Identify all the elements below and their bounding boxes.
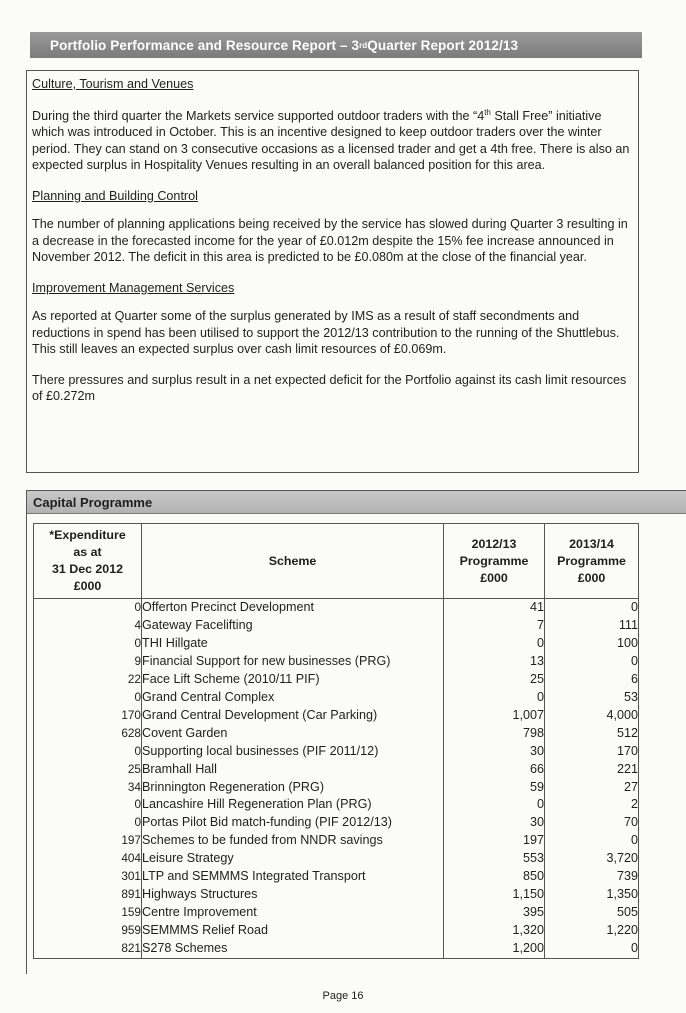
table-row <box>34 814 639 832</box>
programme-2012-13-cell: 30 <box>444 743 545 761</box>
programme-2012-13-cell: 197 <box>444 832 545 850</box>
scheme-cell: Highways Structures <box>142 886 444 904</box>
table-row <box>34 725 639 743</box>
ims-paragraph: As reported at Quarter some of the surplus generated by IMS as a result of staff secondments and reductions in spend has been utilised to support the 2012/13 contribution to the running of the Shuttlebus. This still leaves an expected surplus over cash limit resources of £0.069m. <box>32 309 620 357</box>
expenditure-cell: 22 <box>34 671 142 689</box>
expenditure-cell: 0 <box>34 689 142 707</box>
table-row <box>34 635 639 653</box>
programme-2012-13-cell: 41 <box>444 599 545 617</box>
expenditure-cell: 197 <box>34 832 142 850</box>
programme-2013-14-cell: 1,220 <box>545 922 639 940</box>
programme-2012-13-cell: 1,320 <box>444 922 545 940</box>
narrative-box <box>26 70 639 473</box>
programme-2013-14-cell: 27 <box>545 779 639 797</box>
scheme-cell: THI Hillgate <box>142 635 444 653</box>
table-row <box>34 707 639 725</box>
header-scheme: Scheme <box>142 524 444 599</box>
programme-2012-13-cell: 0 <box>444 689 545 707</box>
expenditure-cell: 301 <box>34 868 142 886</box>
scheme-cell: S278 Schemes <box>142 940 444 958</box>
programme-2013-14-cell: 70 <box>545 814 639 832</box>
section-heading-planning: Planning and Building Control <box>32 188 198 203</box>
table-row <box>34 886 639 904</box>
expenditure-cell: 25 <box>34 761 142 779</box>
scheme-cell: Financial Support for new businesses (PRG) <box>142 653 444 671</box>
section-heading-culture: Culture, Tourism and Venues <box>32 77 194 91</box>
programme-2013-14-cell: 0 <box>545 940 639 958</box>
programme-2012-13-cell: 0 <box>444 796 545 814</box>
scheme-cell: Brinnington Regeneration (PRG) <box>142 779 444 797</box>
capital-programme-title: Capital Programme <box>27 491 686 514</box>
scheme-cell: Grand Central Complex <box>142 689 444 707</box>
expenditure-cell: 0 <box>34 635 142 653</box>
programme-2012-13-cell: 1,007 <box>444 707 545 725</box>
expenditure-cell: 0 <box>34 743 142 761</box>
programme-2013-14-cell: 111 <box>545 617 639 635</box>
programme-2013-14-cell: 6 <box>545 671 639 689</box>
expenditure-cell: 404 <box>34 850 142 868</box>
expenditure-cell: 0 <box>34 796 142 814</box>
scheme-cell: Portas Pilot Bid match-funding (PIF 2012/13) <box>142 814 444 832</box>
programme-2013-14-cell: 2 <box>545 796 639 814</box>
banner-title-post: Quarter Report 2012/13 <box>367 37 519 53</box>
table-row <box>34 671 639 689</box>
culture-paragraph <box>32 105 630 174</box>
expenditure-cell: 0 <box>34 814 142 832</box>
programme-2013-14-cell: 0 <box>545 653 639 671</box>
programme-2013-14-cell: 53 <box>545 689 639 707</box>
scheme-cell: Centre Improvement <box>142 904 444 922</box>
table-row <box>34 689 639 707</box>
scheme-cell: Supporting local businesses (PIF 2011/12) <box>142 743 444 761</box>
table-row <box>34 761 639 779</box>
table-row <box>34 796 639 814</box>
expenditure-cell: 891 <box>34 886 142 904</box>
scheme-cell: Covent Garden <box>142 725 444 743</box>
programme-2013-14-cell: 739 <box>545 868 639 886</box>
programme-2012-13-cell: 553 <box>444 850 545 868</box>
table-row <box>34 779 639 797</box>
programme-2013-14-cell: 100 <box>545 635 639 653</box>
expenditure-cell: 170 <box>34 707 142 725</box>
programme-2012-13-cell: 0 <box>444 635 545 653</box>
expenditure-cell: 0 <box>34 599 142 617</box>
net-deficit-paragraph: There pressures and surplus result in a net expected deficit for the Portfolio against its cash limit resources of £0.272m <box>32 372 627 404</box>
programme-2013-14-cell: 0 <box>545 599 639 617</box>
expenditure-cell: 628 <box>34 725 142 743</box>
expenditure-cell: 821 <box>34 940 142 958</box>
programme-2012-13-cell: 30 <box>444 814 545 832</box>
table-row <box>34 743 639 761</box>
programme-2012-13-cell: 1,150 <box>444 886 545 904</box>
table-row <box>34 599 639 617</box>
header-2013-14: 2013/14 Programme £000 <box>545 524 639 599</box>
header-2012-13: 2012/13 Programme £000 <box>444 524 545 599</box>
programme-2012-13-cell: 1,200 <box>444 940 545 958</box>
programme-2013-14-cell: 4,000 <box>545 707 639 725</box>
table-row <box>34 868 639 886</box>
scheme-cell: SEMMMS Relief Road <box>142 922 444 940</box>
section-heading-ims: Improvement Management Services <box>32 280 235 295</box>
scheme-cell: Bramhall Hall <box>142 761 444 779</box>
programme-2013-14-cell: 505 <box>545 904 639 922</box>
culture-text-post: Stall Free” initiative which was introduced in October. This is an incentive designed to keep outdoor traders over the winter period. They can stand on 3 consecutive occasions as a licensed trader and get a 4th free. There is also an expected surplus in Hospitality Venues resulting in an overall balanced position for this area. <box>32 108 630 173</box>
programme-2012-13-cell: 66 <box>444 761 545 779</box>
programme-2012-13-cell: 395 <box>444 904 545 922</box>
culture-text-sup: th <box>484 107 491 117</box>
programme-2012-13-cell: 798 <box>444 725 545 743</box>
programme-2012-13-cell: 25 <box>444 671 545 689</box>
scheme-cell: Lancashire Hill Regeneration Plan (PRG) <box>142 796 444 814</box>
programme-2012-13-cell: 59 <box>444 779 545 797</box>
table-row <box>34 850 639 868</box>
scheme-cell: Gateway Facelifting <box>142 617 444 635</box>
capital-programme-section <box>26 490 686 974</box>
scheme-cell: LTP and SEMMMS Integrated Transport <box>142 868 444 886</box>
table-row <box>34 904 639 922</box>
banner-title-pre: Portfolio Performance and Resource Report – 3 <box>50 37 360 53</box>
expenditure-cell: 959 <box>34 922 142 940</box>
scheme-cell: Leisure Strategy <box>142 850 444 868</box>
programme-2013-14-cell: 3,720 <box>545 850 639 868</box>
programme-2013-14-cell: 221 <box>545 761 639 779</box>
programme-2013-14-cell: 1,350 <box>545 886 639 904</box>
table-row <box>34 617 639 635</box>
table-row <box>34 922 639 940</box>
planning-paragraph: The number of planning applications being received by the service has slowed during Quarter 3 resulting in a decrease in the forecasted income for the year of £0.012m despite the 15% fee increase announced in November 2012. The deficit in this area is predicted to be £0.080m at the close of the financial year. <box>32 217 628 265</box>
expenditure-cell: 4 <box>34 617 142 635</box>
scheme-cell: Grand Central Development (Car Parking) <box>142 707 444 725</box>
expenditure-cell: 9 <box>34 653 142 671</box>
header-expenditure: *Expenditure as at 31 Dec 2012 £000 <box>34 524 142 599</box>
scheme-cell: Face Lift Scheme (2010/11 PIF) <box>142 671 444 689</box>
scheme-cell: Offerton Precinct Development <box>142 599 444 617</box>
programme-2012-13-cell: 850 <box>444 868 545 886</box>
scheme-cell: Schemes to be funded from NNDR savings <box>142 832 444 850</box>
expenditure-cell: 34 <box>34 779 142 797</box>
banner-title-sup: rd <box>359 40 368 50</box>
culture-text-pre: During the third quarter the Markets service supported outdoor traders with the “4 <box>32 108 485 123</box>
table-row <box>34 832 639 850</box>
programme-2013-14-cell: 512 <box>545 725 639 743</box>
page-number: Page 16 <box>322 990 364 1002</box>
programme-2012-13-cell: 7 <box>444 617 545 635</box>
table-body <box>34 599 639 959</box>
report-banner <box>30 32 642 58</box>
programme-2013-14-cell: 170 <box>545 743 639 761</box>
table-header-row <box>34 524 639 599</box>
expenditure-cell: 159 <box>34 904 142 922</box>
programme-2012-13-cell: 13 <box>444 653 545 671</box>
programme-2013-14-cell: 0 <box>545 832 639 850</box>
table-row <box>34 653 639 671</box>
capital-programme-table <box>33 523 639 959</box>
table-row <box>34 940 639 958</box>
